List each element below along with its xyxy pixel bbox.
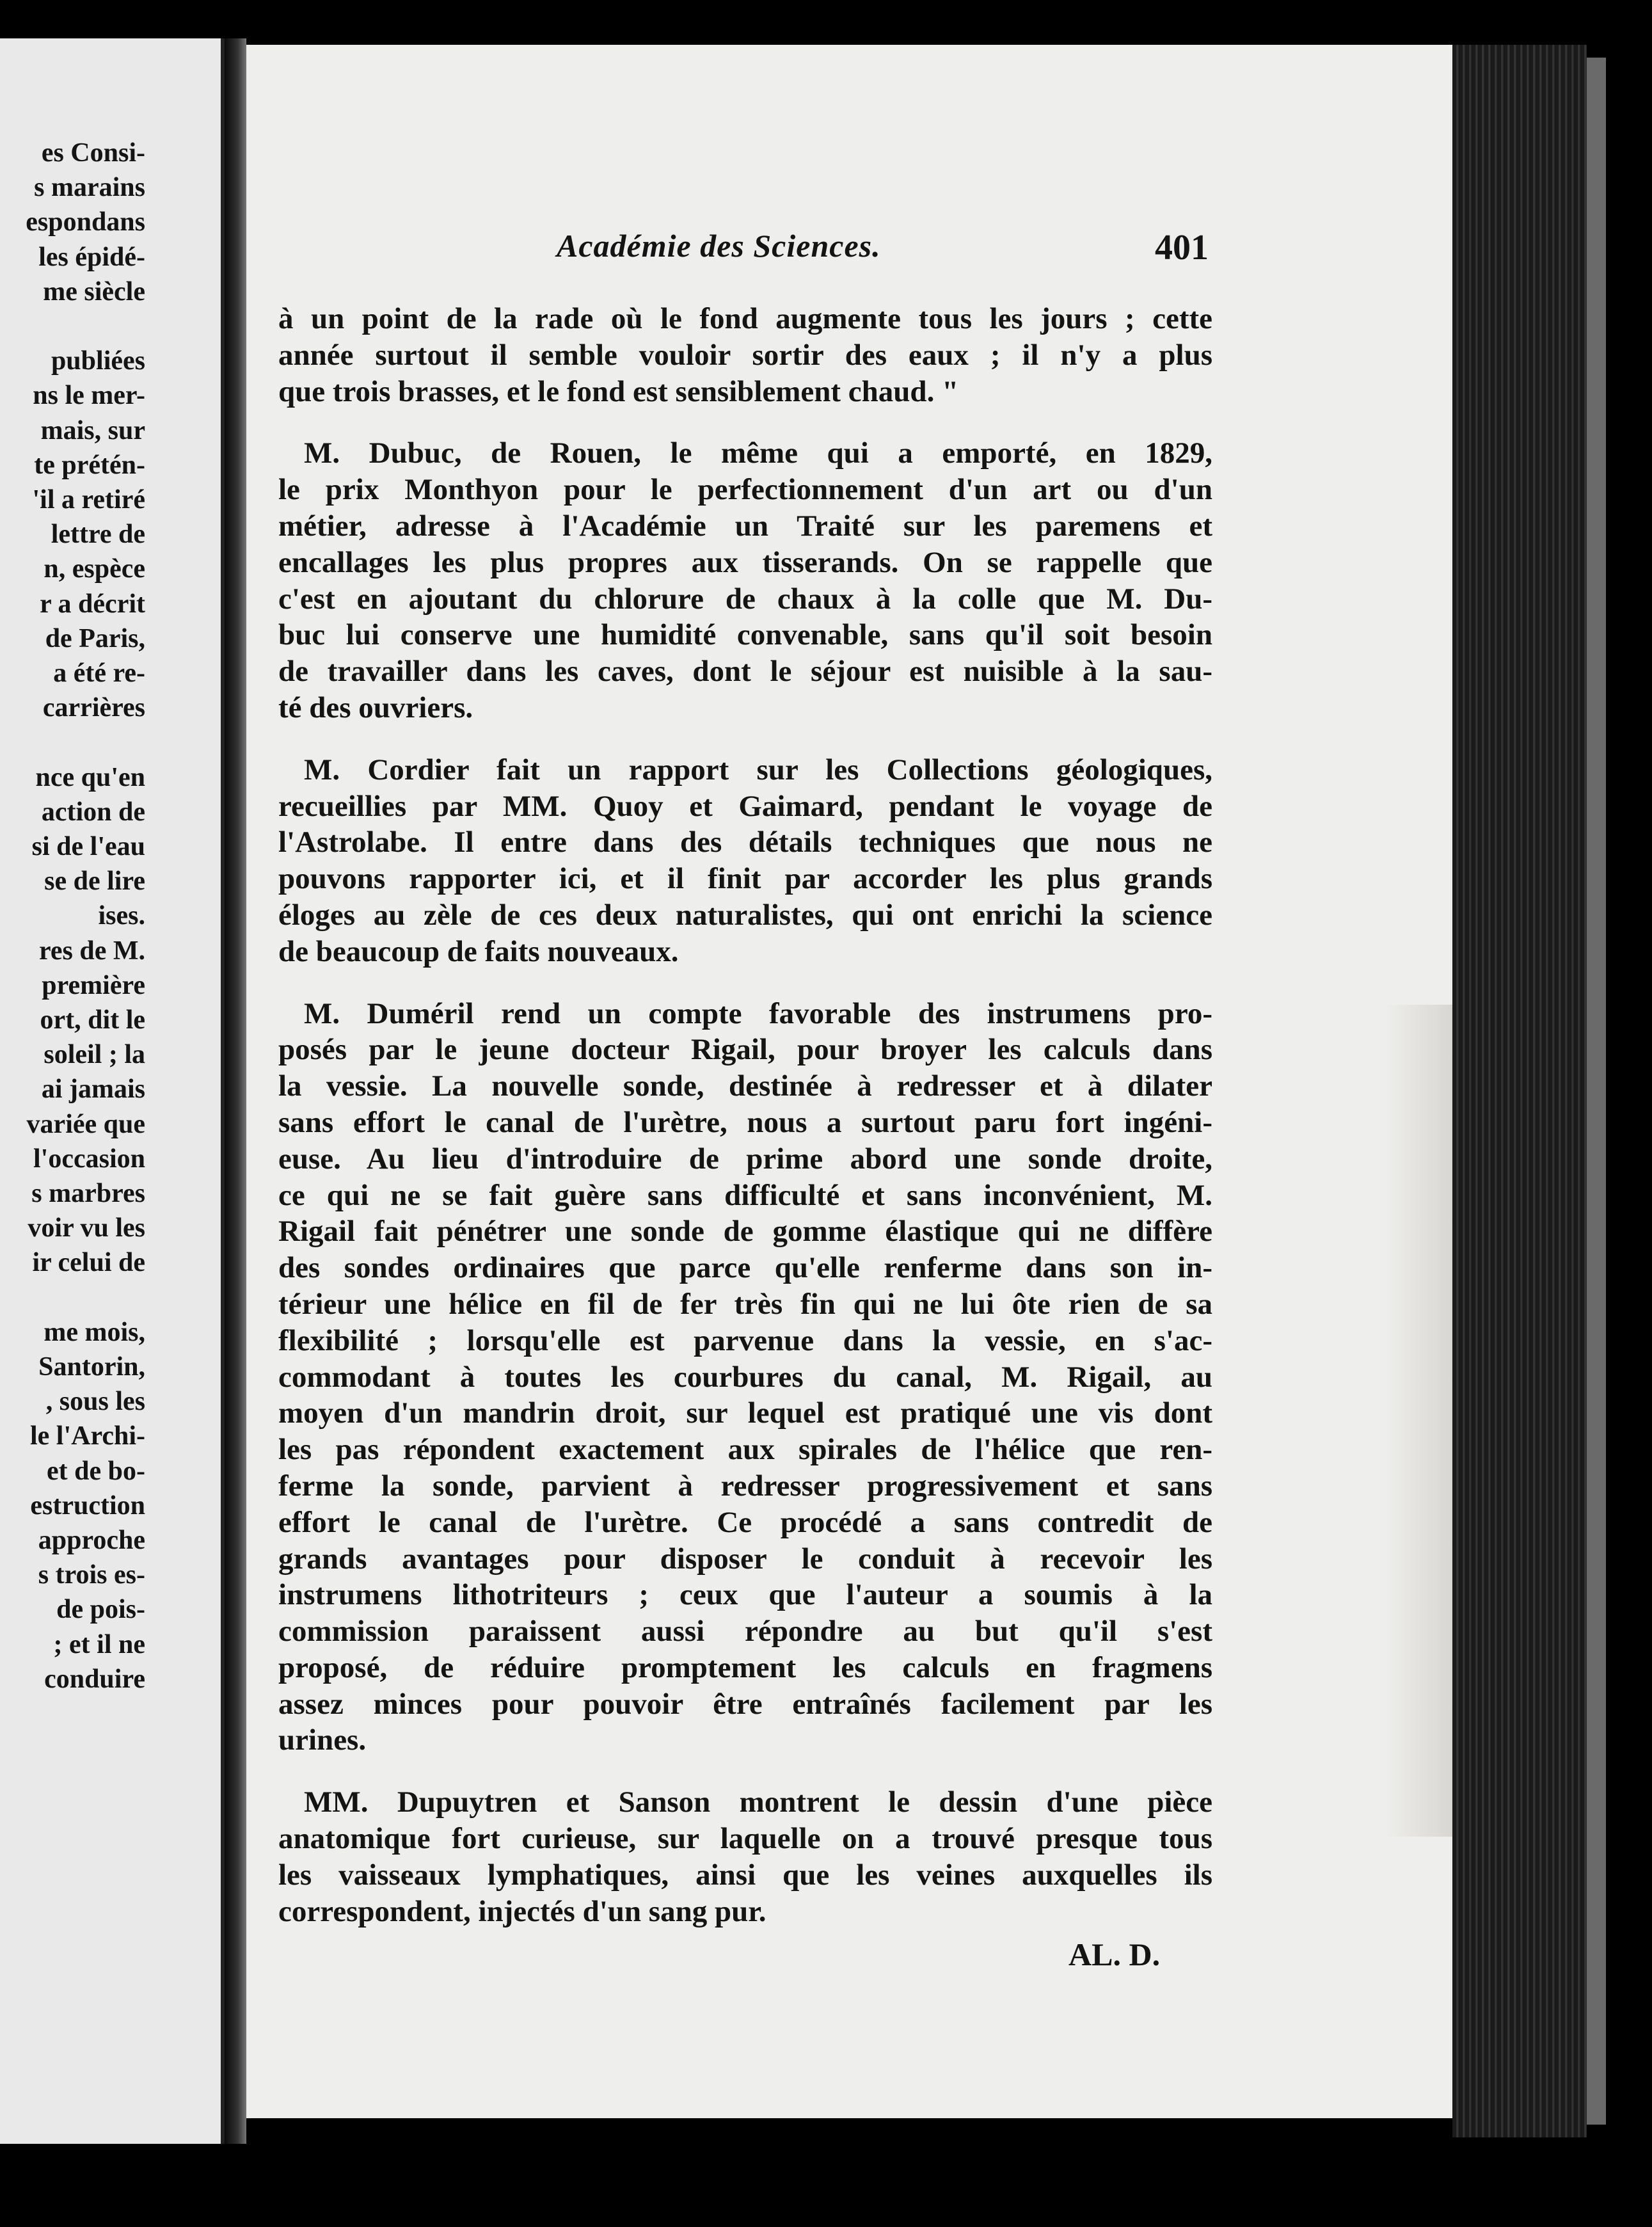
text-line: posés par le jeune docteur Rigail, pour broyer les calculs dans [278,1033,1212,1067]
text-line: le prix Monthyon pour le perfectionnement d'un art ou d'un [278,473,1212,507]
author-signature: AL. D. [1068,1936,1161,1972]
text-line: buc lui conserve une humidité convenable, sans qu'il soit besoin [278,618,1212,652]
text-line: anatomique fort curieuse, sur laquelle on a trouvé presque tous [278,1822,1212,1856]
text-line: correspondent, injectés d'un sang pur. [278,1894,766,1928]
previous-page-line: ises. [98,901,145,931]
text-line: euse. Au lieu d'introduire de prime abord une sonde droite, [278,1142,1212,1176]
previous-page-line: n, espèce [44,554,145,584]
text-line: grands avantages pour disposer le conduit à recevoir les [278,1542,1212,1576]
previous-page-line: nce qu'en [35,762,145,792]
previous-page-line: 'il a retiré [32,485,145,515]
paragraph [278,996,1212,1759]
previous-page-line: de pois- [56,1595,145,1625]
text-line: la vessie. La nouvelle sonde, destinée à redresser et à dilater [278,1069,1212,1103]
text-line: urines. [278,1723,367,1757]
previous-page-line: se de lire [44,866,145,897]
text-line: commodant à toutes les courbures du canal, M. Rigail, au [278,1360,1212,1394]
text-line: c'est en ajoutant du chlorure de chaux à la colle que M. Du- [278,582,1212,616]
previous-page-line: publiées [51,346,145,376]
previous-page-line: te prétén- [34,450,145,480]
text-line: M. Dubuc, de Rouen, le même qui a emporté, en 1829, [304,436,1212,470]
text-line: encallages les plus propres aux tisserands. On se rappelle que [278,545,1212,579]
running-head: Académie des Sciences. [557,228,881,264]
previous-page-line: me siècle [43,276,145,307]
previous-page-line: si de l'eau [31,832,145,861]
previous-page-line: carrières [42,693,145,723]
previous-page-line: s marbres [31,1179,145,1208]
page-number: 401 [1155,228,1209,267]
text-line: sans effort le canal de l'urètre, nous a surtout paru fort ingéni- [278,1105,1212,1139]
text-line: de travailler dans les caves, dont le séjour est nuisible à la sau- [278,655,1212,689]
text-line: ce qui ne se fait guère sans difficulté et sans inconvénient, M. [278,1178,1212,1212]
text-line: les pas répondent exactement aux spirales de l'hélice que ren- [278,1433,1212,1467]
text-line: moyen d'un mandrin droit, sur lequel est pratiqué une vis dont [278,1396,1212,1430]
previous-page-line: ai jamais [41,1074,145,1105]
previous-page-line: lettre de [51,520,145,550]
previous-page-line: a été re- [53,659,145,688]
text-line: l'Astrolabe. Il entre dans des détails techniques que nous ne [278,826,1212,859]
previous-page-line: es Consi- [41,138,145,168]
text-line: effort le canal de l'urètre. Ce procédé a sans contredit de [278,1505,1212,1539]
previous-page-line: s marains [34,173,145,203]
previous-page-line: res de M. [38,936,145,966]
text-line: instrumens lithotriteurs ; ceux que l'auteur a soumis à la [278,1578,1212,1612]
previous-page-line: les épidé- [38,242,145,272]
body-text [278,301,1212,1929]
text-line: flexibilité ; lorsqu'elle est parvenue dans la vessie, en s'ac- [278,1323,1212,1357]
previous-page-line: me mois, [44,1317,145,1347]
page-edge-highlight [1587,58,1606,2125]
text-line: les vaisseaux lymphatiques, ainsi que les veines auxquelles ils [278,1858,1212,1892]
previous-page-line: le l'Archi- [29,1421,145,1451]
previous-page-line: de Paris, [45,623,145,653]
text-line: à un point de la rade où le fond augmente tous les jours ; cette [278,302,1212,335]
text-line: Rigail fait pénétrer une sonde de gomme élastique qui ne diffère [278,1215,1212,1249]
previous-page-line: conduire [44,1664,145,1694]
previous-page-line: ns le mer- [33,381,145,411]
paragraph [278,752,1212,970]
paragraph [278,1784,1212,1929]
previous-page-line: espondans [26,207,145,237]
paragraph [278,301,1212,410]
text-line: année surtout il semble vouloir sortir des eaux ; il n'y a plus [278,338,1212,372]
previous-page-line: variée que [26,1109,145,1139]
previous-page [0,38,225,2144]
previous-page-line: l'occasion [33,1144,145,1174]
previous-page-line: voir vu les [28,1213,145,1243]
previous-page-line: estruction [30,1490,145,1521]
text-line: proposé, de réduire promptement les calculs en fragmens [278,1650,1212,1684]
previous-page-line: première [42,970,145,1000]
text-line: M. Duméril rend un compte favorable des instrumens pro- [304,996,1212,1030]
text-line: pouvons rapporter ici, et il finit par accorder les plus grands [278,862,1212,896]
previous-page-line: action de [41,797,145,827]
previous-page-line: ir celui de [32,1248,145,1278]
text-line: métier, adresse à l'Académie un Traité sur les paremens et [278,509,1212,543]
page-edge-stack [1452,45,1587,2137]
book-gutter [225,38,246,2144]
previous-page-line: mais, sur [40,415,145,445]
previous-page-line: r a décrit [40,589,145,619]
previous-page-line: , sous les [45,1387,145,1417]
text-line: assez minces pour pouvoir être entraînés facilement par les [278,1687,1212,1721]
text-line: té des ouvriers. [278,690,473,724]
text-line: de beaucoup de faits nouveaux. [278,934,679,968]
previous-page-line: ; et il ne [53,1629,145,1659]
previous-page-line: ort, dit le [40,1005,145,1035]
previous-page-line: approche [38,1526,145,1555]
text-line: commission paraissent aussi répondre au but qu'il s'est [278,1615,1212,1648]
previous-page-line: soleil ; la [44,1040,145,1070]
text-line: recueillies par MM. Quoy et Gaimard, pendant le voyage de [278,789,1212,823]
previous-page-line: s trois es- [38,1560,145,1590]
text-line: térieur une hélice en fil de fer très fin qui ne lui ôte rien de sa [278,1287,1212,1321]
text-line: des sondes ordinaires que parce qu'elle renferme dans son in- [278,1251,1212,1285]
page-stain [1385,1005,1452,1837]
text-line: que trois brasses, et le fond est sensiblement chaud. " [278,374,959,408]
paragraph [278,435,1212,726]
text-line: MM. Dupuytren et Sanson montrent le dessin d'une pièce [304,1785,1212,1819]
text-line: ferme la sonde, parvient à redresser progressivement et sans [278,1469,1212,1503]
text-line: éloges au zèle de ces deux naturalistes, qui ont enrichi la science [278,898,1212,932]
text-line: M. Cordier fait un rapport sur les Collections géologiques, [304,753,1212,786]
previous-page-line: et de bo- [47,1456,145,1486]
previous-page-line: Santorin, [38,1352,145,1382]
